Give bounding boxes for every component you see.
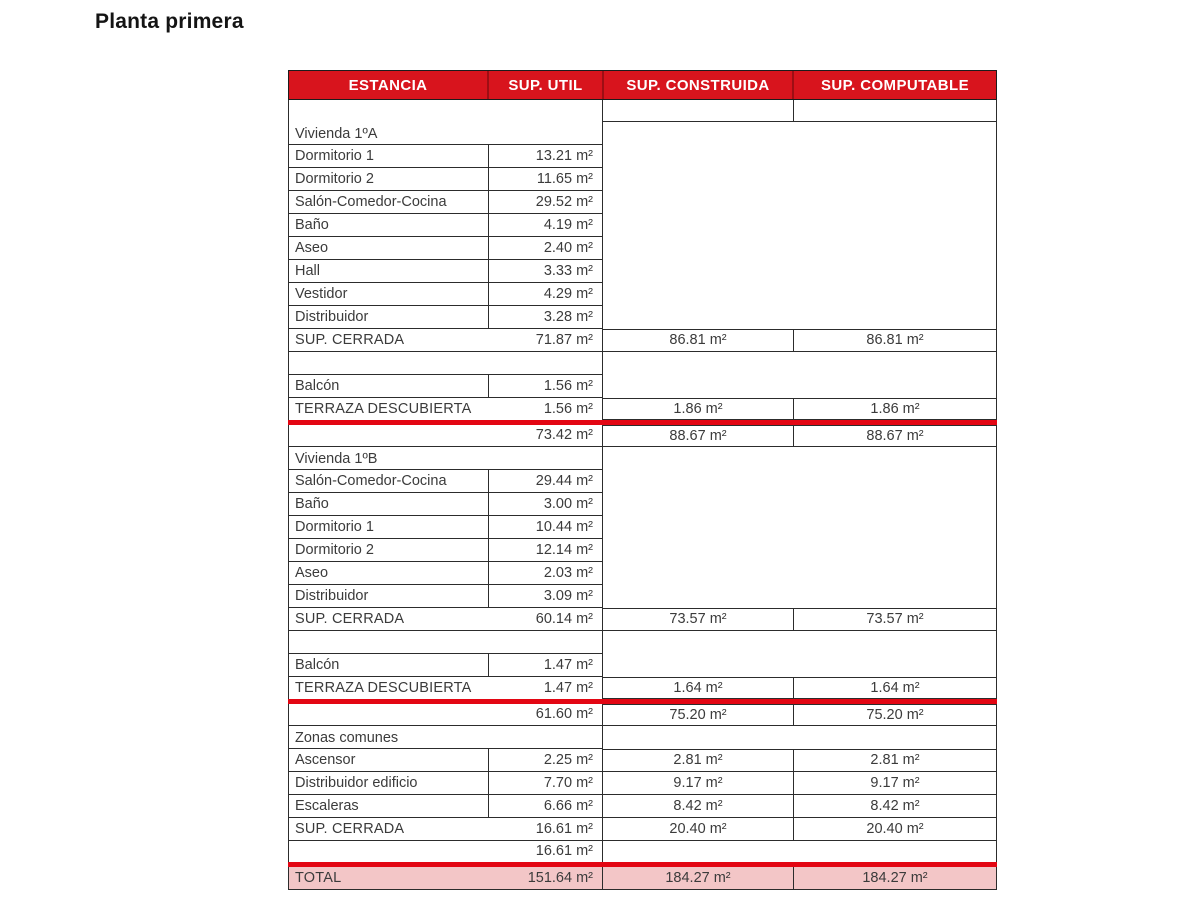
table-row <box>288 631 997 654</box>
value-construida: 184.27 m² <box>665 869 731 886</box>
value-util: 2.03 m² <box>543 564 593 581</box>
room-label: Hall <box>295 262 320 279</box>
value-construida: 2.81 m² <box>673 752 723 769</box>
value-util: 3.33 m² <box>543 262 593 279</box>
table-row <box>288 352 997 375</box>
total-label: TOTAL <box>295 869 342 886</box>
cell-right-empty <box>603 306 997 329</box>
cell-estancia <box>288 562 488 585</box>
sup-cerrada-label: SUP. CERRADA <box>295 820 405 837</box>
table-header-row <box>288 70 997 100</box>
cell-sup-construida <box>603 704 793 726</box>
cell-right-empty <box>603 654 997 677</box>
cell-estancia <box>288 145 488 168</box>
cell-right-empty <box>603 562 997 585</box>
cell-sup-computable <box>793 795 997 818</box>
value-construida: 1.86 m² <box>673 400 723 417</box>
value-util: 1.47 m² <box>543 656 593 673</box>
cell-estancia <box>288 375 488 398</box>
cell-right-empty <box>603 516 997 539</box>
sup-cerrada-label: SUP. CERRADA <box>295 331 405 348</box>
cell-estancia <box>288 493 488 516</box>
table-row <box>288 867 997 890</box>
cell-sup-cerrada <box>288 608 603 631</box>
value-util: 11.65 m² <box>536 170 593 187</box>
cell-extra-total <box>288 841 603 862</box>
cell-sup-util <box>488 493 603 516</box>
table-row <box>288 398 997 420</box>
cell-sup-util <box>488 654 603 677</box>
cell-estancia <box>288 214 488 237</box>
value-computable: 86.81 m² <box>866 332 924 349</box>
room-label: Dormitorio 2 <box>295 541 374 558</box>
value-computable: 20.40 m² <box>866 820 924 837</box>
cell-sup-cerrada <box>288 329 603 352</box>
cell-right-empty <box>603 214 997 237</box>
value-util: 1.47 m² <box>543 679 593 696</box>
cell-sup-util <box>488 237 603 260</box>
cell-estancia <box>288 470 488 493</box>
cell-sup-computable <box>793 818 997 841</box>
header-cell-sup-construida: SUP. CONSTRUIDA <box>602 71 792 99</box>
cell-terraza <box>288 398 603 420</box>
surface-areas-table <box>288 70 997 890</box>
cell-sup-util <box>488 772 603 795</box>
value-computable: 8.42 m² <box>870 797 920 814</box>
room-label: Escaleras <box>295 797 359 814</box>
value-computable: 1.86 m² <box>870 400 920 417</box>
value-construida: 73.57 m² <box>669 611 727 628</box>
table-row <box>288 795 997 818</box>
cell-sup-construida <box>603 398 793 420</box>
value-util: 3.28 m² <box>543 308 593 325</box>
value-util: 1.56 m² <box>543 377 593 394</box>
value-util: 6.66 m² <box>543 797 593 814</box>
cell-sup-util <box>488 375 603 398</box>
cell-sup-construida <box>603 772 793 795</box>
table-row <box>288 585 997 608</box>
cell-sup-construida <box>603 867 793 890</box>
table-row <box>288 191 997 214</box>
cell-section-label <box>288 447 603 470</box>
cell-section-label <box>288 122 603 145</box>
cell-sup-construida <box>603 329 793 352</box>
value-util: 29.44 m² <box>535 472 593 489</box>
table-row <box>288 818 997 841</box>
cell-total-label <box>288 867 603 890</box>
value-util: 16.61 m² <box>535 843 593 860</box>
table-row <box>288 841 997 862</box>
room-label: Aseo <box>295 239 329 256</box>
cell-right-empty <box>603 375 997 398</box>
cell-subtotal <box>288 704 603 726</box>
table-row <box>288 447 997 470</box>
cell-left-empty <box>288 631 603 654</box>
cell-sup-util <box>488 168 603 191</box>
cell-sup-util <box>488 749 603 772</box>
cell-right-empty <box>603 539 997 562</box>
table-row <box>288 726 997 749</box>
value-util: 60.14 m² <box>535 610 593 627</box>
room-label: Distribuidor <box>295 308 369 325</box>
room-label: Baño <box>295 216 329 233</box>
value-computable: 73.57 m² <box>866 611 924 628</box>
cell-sup-computable <box>793 100 997 122</box>
cell-estancia <box>288 237 488 260</box>
value-util: 12.14 m² <box>535 541 593 558</box>
cell-sup-computable <box>793 677 997 699</box>
cell-sup-computable <box>793 608 997 631</box>
table-body <box>288 100 997 890</box>
value-util: 10.44 m² <box>535 518 593 535</box>
cell-right-empty <box>603 470 997 493</box>
table-row <box>288 493 997 516</box>
table-row <box>288 237 997 260</box>
value-construida: 8.42 m² <box>673 797 723 814</box>
cell-sup-computable <box>793 704 997 726</box>
cell-estancia <box>288 283 488 306</box>
header-cell-sup-computable: SUP. COMPUTABLE <box>792 71 996 99</box>
value-util: 4.29 m² <box>543 285 593 302</box>
value-util: 2.40 m² <box>543 239 593 256</box>
cell-estancia <box>288 516 488 539</box>
section-label: Vivienda 1ºB <box>295 450 378 467</box>
table-row <box>288 168 997 191</box>
terraza-label: TERRAZA DESCUBIERTA <box>295 400 472 417</box>
room-label: Dormitorio 1 <box>295 147 374 164</box>
cell-estancia <box>288 306 488 329</box>
header-cell-sup-util: SUP. UTIL <box>487 71 602 99</box>
room-label: Salón-Comedor-Cocina <box>295 193 447 210</box>
value-computable: 1.64 m² <box>870 679 920 696</box>
cell-section-label <box>288 726 603 749</box>
value-util: 1.56 m² <box>543 400 593 417</box>
cell-sup-computable <box>793 329 997 352</box>
cell-sup-construida <box>603 425 793 447</box>
value-computable: 184.27 m² <box>862 869 928 886</box>
table-row <box>288 677 997 699</box>
cell-estancia <box>288 585 488 608</box>
cell-subtotal <box>288 425 603 447</box>
value-util: 2.25 m² <box>543 751 593 768</box>
cell-right-empty <box>603 352 997 375</box>
cell-sup-util <box>488 306 603 329</box>
value-computable: 88.67 m² <box>866 427 924 444</box>
header-cell-estancia: ESTANCIA <box>348 76 428 94</box>
terraza-label: TERRAZA DESCUBIERTA <box>295 679 472 696</box>
table-row <box>288 283 997 306</box>
cell-sup-util <box>488 562 603 585</box>
value-construida: 1.64 m² <box>673 679 723 696</box>
value-construida: 75.20 m² <box>669 706 727 723</box>
cell-sup-computable <box>793 398 997 420</box>
table-row <box>288 608 997 631</box>
cell-sup-util <box>488 260 603 283</box>
cell-sup-util <box>488 795 603 818</box>
value-util: 13.21 m² <box>535 147 593 164</box>
table-row <box>288 100 997 122</box>
value-construida: 20.40 m² <box>669 820 727 837</box>
cell-sup-util <box>488 539 603 562</box>
cell-sup-computable <box>793 772 997 795</box>
cell-right-empty <box>603 283 997 306</box>
table-row <box>288 214 997 237</box>
cell-sup-util <box>488 145 603 168</box>
cell-sup-util <box>488 214 603 237</box>
cell-right-empty <box>603 493 997 516</box>
cell-left-empty <box>288 352 603 375</box>
table-row <box>288 516 997 539</box>
value-util: 3.09 m² <box>543 587 593 604</box>
cell-right-empty <box>603 122 997 145</box>
table-row <box>288 562 997 585</box>
room-label: Aseo <box>295 564 329 581</box>
table-row <box>288 329 997 352</box>
table-row <box>288 704 997 726</box>
cell-sup-util <box>488 191 603 214</box>
cell-sup-computable <box>793 425 997 447</box>
section-label: Vivienda 1ºA <box>295 125 378 142</box>
room-label: Distribuidor <box>295 587 369 604</box>
cell-estancia <box>288 191 488 214</box>
cell-estancia <box>288 772 488 795</box>
cell-sup-construida <box>603 100 793 122</box>
value-util: 3.00 m² <box>543 495 593 512</box>
value-computable: 75.20 m² <box>866 706 924 723</box>
room-label: Baño <box>295 495 329 512</box>
cell-sup-util <box>488 283 603 306</box>
table-row <box>288 425 997 447</box>
value-util: 151.64 m² <box>527 869 593 886</box>
room-label: Distribuidor edificio <box>295 774 418 791</box>
value-util: 61.60 m² <box>535 706 593 723</box>
value-util: 71.87 m² <box>535 331 593 348</box>
cell-estancia <box>288 795 488 818</box>
cell-right-empty <box>603 145 997 168</box>
table-row <box>288 306 997 329</box>
page-title: Planta primera <box>95 10 244 33</box>
cell-sup-util <box>488 585 603 608</box>
cell-estancia <box>288 749 488 772</box>
room-label: Ascensor <box>295 751 356 768</box>
room-label: Vestidor <box>295 285 348 302</box>
table-row <box>288 654 997 677</box>
value-util: 7.70 m² <box>543 774 593 791</box>
room-label: Salón-Comedor-Cocina <box>295 472 447 489</box>
cell-sup-computable <box>793 867 997 890</box>
cell-right-empty <box>603 585 997 608</box>
cell-right-empty <box>603 841 997 862</box>
cell-sup-construida <box>603 795 793 818</box>
cell-left-empty <box>288 100 603 122</box>
room-label: Balcón <box>295 656 340 673</box>
cell-terraza <box>288 677 603 699</box>
cell-right-empty <box>603 260 997 283</box>
value-construida: 86.81 m² <box>669 332 727 349</box>
cell-estancia <box>288 260 488 283</box>
table-row <box>288 470 997 493</box>
value-construida: 88.67 m² <box>669 427 727 444</box>
value-util: 16.61 m² <box>535 820 593 837</box>
cell-right-empty <box>603 631 997 654</box>
table-row <box>288 145 997 168</box>
room-label: Dormitorio 1 <box>295 518 374 535</box>
cell-right-empty <box>603 447 997 470</box>
value-util: 29.52 m² <box>535 193 593 210</box>
cell-sup-construida <box>603 818 793 841</box>
cell-sup-util <box>488 470 603 493</box>
cell-sup-construida <box>603 608 793 631</box>
table-row <box>288 375 997 398</box>
cell-sup-cerrada <box>288 818 603 841</box>
table-row <box>288 749 997 772</box>
cell-right-empty <box>603 237 997 260</box>
value-construida: 9.17 m² <box>673 774 723 791</box>
cell-sup-computable <box>793 749 997 772</box>
value-computable: 2.81 m² <box>870 752 920 769</box>
cell-estancia <box>288 168 488 191</box>
cell-right-empty <box>603 726 997 749</box>
cell-estancia <box>288 654 488 677</box>
value-computable: 9.17 m² <box>870 774 920 791</box>
cell-right-empty <box>603 168 997 191</box>
table-row <box>288 539 997 562</box>
cell-estancia <box>288 539 488 562</box>
value-util: 73.42 m² <box>535 427 593 444</box>
room-label: Balcón <box>295 377 340 394</box>
room-label: Dormitorio 2 <box>295 170 374 187</box>
cell-right-empty <box>603 191 997 214</box>
table-row <box>288 772 997 795</box>
table-row <box>288 122 997 145</box>
cell-sup-construida <box>603 677 793 699</box>
value-util: 4.19 m² <box>543 216 593 233</box>
table-row <box>288 260 997 283</box>
section-label: Zonas comunes <box>295 729 399 746</box>
cell-sup-construida <box>603 749 793 772</box>
sup-cerrada-label: SUP. CERRADA <box>295 610 405 627</box>
cell-sup-util <box>488 516 603 539</box>
